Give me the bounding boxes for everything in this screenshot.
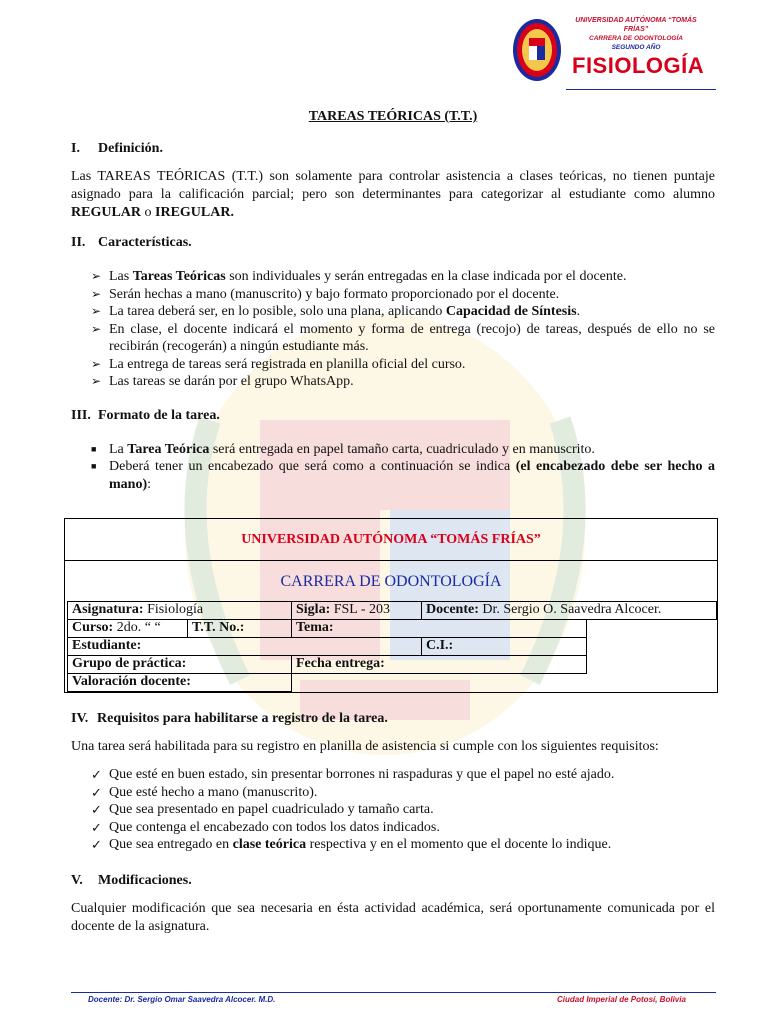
square-bullet-icon: ■: [91, 461, 97, 471]
list-item: ➢ Las Tareas Teóricas son individuales y serán entregadas en la clase indicada por el docente.: [91, 269, 627, 284]
list-item: ➢ Serán hechas a mano (manuscrito) y bajo formato proporcionado por el docente.: [91, 286, 560, 302]
check-bullet-icon: ✓: [91, 837, 102, 852]
section-heading-modifications: V. Modificaciones.: [71, 872, 192, 888]
arrow-bullet-icon: ➢: [91, 286, 102, 301]
header-career: CARRERA DE ODONTOLOGÍA: [589, 35, 683, 42]
curso-cell: Curso: 2do. “ “: [67, 619, 188, 638]
list-item: ✓ Que contenga el encabezado con todos los datos indicados.: [91, 819, 440, 835]
footer-rule: [71, 992, 716, 993]
grupo-cell: Grupo de práctica:: [67, 655, 292, 674]
requirements-intro: Una tarea será habilitada para su registro en planilla de asistencia si cumple con los siguientes requisitos:: [71, 739, 659, 754]
fecha-cell: Fecha entrega:: [291, 655, 587, 674]
arrow-bullet-icon: ➢: [91, 374, 102, 388]
section-heading-requirements: IV. Requisitos para habilitarse a registro de la tarea.: [71, 711, 388, 726]
page-header: [0, 12, 768, 92]
modifications-paragraph: Cualquier modificación que sea necesaria en ésta actividad académica, será oportunamente comunicada por el docente de la asignatura.: [71, 900, 715, 934]
list-item: ➢ Las tareas se darán por el grupo WhatsApp.: [91, 374, 354, 389]
list-item: ■ La Tarea Teórica será entregada en papel tamaño carta, cuadriculado y en manuscrito.: [91, 441, 595, 457]
arrow-bullet-icon: ➢: [91, 304, 102, 318]
list-item: ➢ La tarea deberá ser, en lo posible, solo una plana, aplicando Capacidad de Síntesis.: [91, 304, 581, 319]
document-body-lower: [71, 710, 715, 948]
list-item: ✓ Que sea presentado en papel cuadriculado y tamaño carta.: [91, 802, 434, 817]
sigla-cell: Sigla: FSL - 203: [291, 601, 422, 620]
check-bullet-icon: ✓: [91, 802, 102, 817]
document-title: TAREAS TEÓRICAS (T.T.): [308, 109, 478, 124]
arrow-bullet-icon: ➢: [91, 356, 102, 371]
estudiante-cell: Estudiante:: [67, 637, 422, 656]
header-template-table: [64, 518, 718, 693]
characteristics-list: [91, 268, 715, 391]
section-heading-definition: I. Definición.: [71, 141, 163, 156]
check-bullet-icon: ✓: [91, 767, 102, 782]
footer-teacher: Docente: Dr. Sergio Omar Saavedra Alcocer. M.D.: [88, 995, 276, 1004]
table-university: UNIVERSIDAD AUTÓNOMA “TOMÁS FRÍAS”: [65, 519, 717, 561]
arrow-bullet-icon: ➢: [91, 321, 102, 336]
list-item: ✓ Que esté en buen estado, sin presentar borrones ni raspaduras y que el papel no esté ajado.: [91, 767, 615, 782]
check-bullet-icon: ✓: [91, 784, 102, 800]
header-rule: [566, 89, 716, 90]
requirements-list: [91, 766, 715, 854]
definition-paragraph: Las TAREAS TEÓRICAS (T.T.) son solamente para controlar asistencia a clases teóricas, no tienen puntaje asignado para la calificación parcial; pero son determinantes para categorizar al estudiante como alumno REGULAR o IREGULAR.: [71, 169, 715, 220]
header-subject: FISIOLOGÍA: [572, 53, 705, 78]
list-item: ➢ En clase, el docente indicará el momento y forma de entrega (recojo) de tareas, después de ello no se recibirán (recogerán) a ningún estudiante más.: [91, 321, 715, 354]
header-university: UNIVERSIDAD AUTÓNOMA “TOMÁS FRÍAS”: [575, 17, 697, 33]
university-seal-logo: [512, 18, 562, 82]
list-item: ✓ Que sea entregado en clase teórica respectiva y en el momento que el docente lo indique.: [91, 837, 612, 852]
asignatura-cell: Asignatura: Fisiología: [67, 601, 292, 620]
document-body: [71, 108, 715, 507]
section-heading-format: III. Formato de la tarea.: [71, 407, 220, 423]
section-heading-characteristics: II. Características.: [71, 235, 192, 250]
square-bullet-icon: ■: [91, 443, 97, 454]
tema-cell: Tema:: [291, 619, 587, 638]
arrow-bullet-icon: ➢: [91, 269, 102, 283]
list-item: ✓ Que esté hecho a mano (manuscrito).: [91, 784, 318, 800]
ci-cell: C.I.:: [421, 637, 587, 656]
header-institution: [566, 16, 706, 52]
check-bullet-icon: ✓: [91, 819, 102, 835]
footer-city: Ciudad Imperial de Potosí, Bolivia: [557, 995, 686, 1004]
format-list: [91, 441, 715, 494]
tt-number-cell: T.T. No.:: [187, 619, 292, 638]
header-year: SEGUNDO AÑO: [611, 44, 661, 51]
docente-cell: Docente: Dr. Sergio O. Saavedra Alcocer.: [421, 601, 717, 620]
table-career: CARRERA DE ODONTOLOGÍA: [280, 573, 502, 590]
list-item: ➢ La entrega de tareas será registrada en planilla oficial del curso.: [91, 356, 466, 372]
valoracion-cell: Valoración docente:: [67, 673, 292, 692]
list-item: ■ Deberá tener un encabezado que será como a continuación se indica (el encabezado debe ser hecho a mano):: [91, 459, 715, 492]
